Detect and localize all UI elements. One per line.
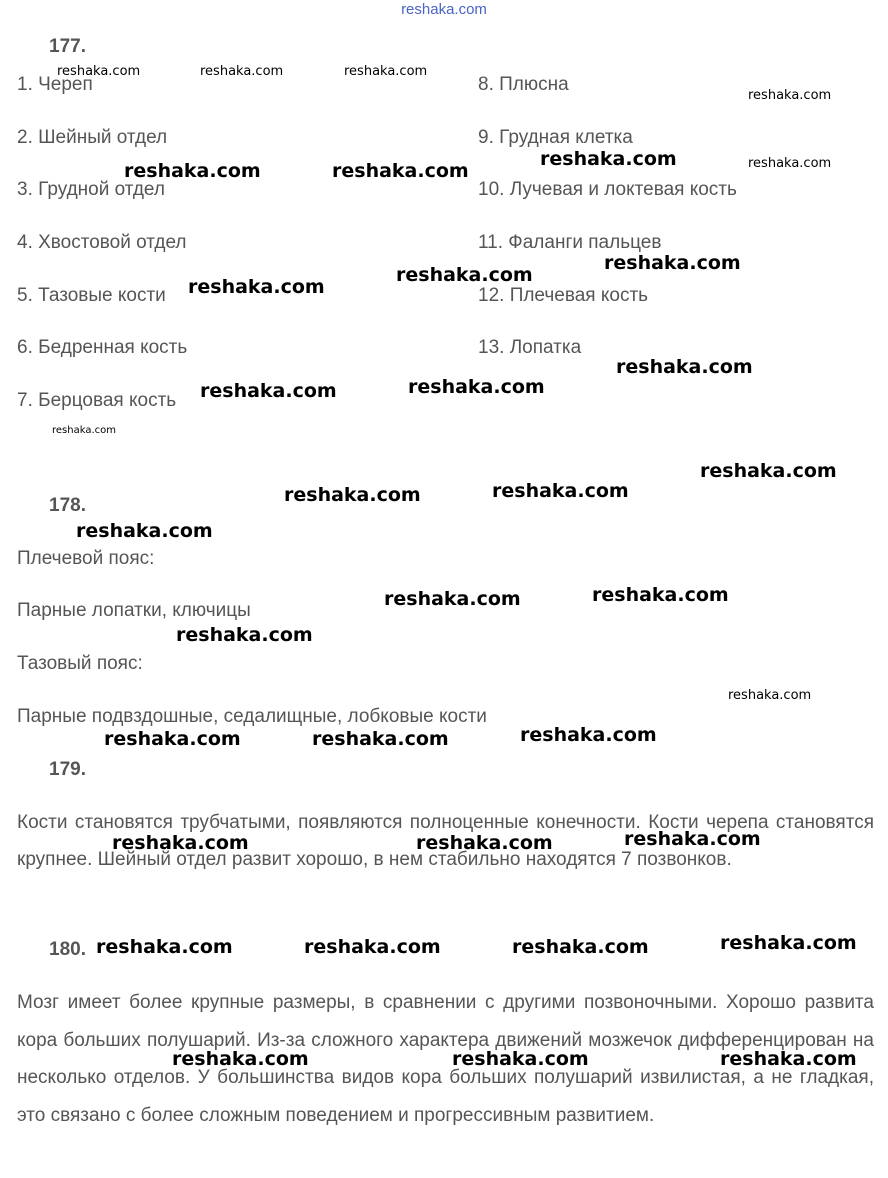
answer-item: 3. Грудной отдел [17, 179, 165, 200]
watermark: reshaka.com [200, 380, 337, 402]
watermark: reshaka.com [592, 584, 729, 606]
watermark: reshaka.com [332, 160, 469, 182]
answer-item: 8. Плюсна [478, 74, 569, 95]
watermark: reshaka.com [312, 728, 449, 750]
watermark: reshaka.com [512, 936, 649, 958]
answer-line: Плечевой пояс: [17, 548, 155, 569]
watermark: reshaka.com [76, 520, 213, 542]
question-number-179: 179. [49, 759, 86, 780]
answer-item: 9. Грудная клетка [478, 127, 633, 148]
watermark: reshaka.com [304, 936, 441, 958]
question-number-180: 180. [49, 939, 86, 960]
answer-line: Парные подвздошные, седалищные, лобковые кости [17, 706, 487, 727]
watermark: reshaka.com [112, 832, 249, 854]
watermark: reshaka.com [396, 264, 533, 286]
answer-item: 13. Лопатка [478, 337, 582, 358]
answer-item: 1. Череп [17, 74, 93, 95]
watermark: reshaka.com [104, 728, 241, 750]
site-header-link[interactable]: reshaka.com [401, 1, 487, 18]
watermark: reshaka.com [408, 376, 545, 398]
watermark: reshaka.com [284, 484, 421, 506]
watermark: reshaka.com [728, 688, 812, 703]
watermark: reshaka.com [200, 64, 284, 79]
answer-line: Тазовый пояс: [17, 653, 143, 674]
watermark: reshaka.com [720, 1048, 857, 1070]
answer-paragraph-179: Кости становятся трубчатыми, появляются полноценные конечности. Кости черепа становятся крупнее. Шейный отдел развит хорошо, в нем стабильно находятся 7 позвонков. [17, 812, 874, 870]
answer-line: Парные лопатки, ключицы [17, 600, 251, 621]
watermark: reshaka.com [452, 1048, 589, 1070]
answer-item: 11. Фаланги пальцев [478, 232, 662, 253]
watermark: reshaka.com [492, 480, 629, 502]
answer-item: 10. Лучевая и локтевая кость [478, 179, 737, 200]
answer-item: 6. Бедренная кость [17, 337, 188, 358]
watermark: reshaka.com [344, 64, 428, 79]
watermark: reshaka.com [176, 624, 313, 646]
watermark: reshaka.com [416, 832, 553, 854]
watermark: reshaka.com [384, 588, 521, 610]
watermark: reshaka.com [188, 276, 325, 298]
watermark: reshaka.com [604, 252, 741, 274]
answer-item: 2. Шейный отдел [17, 127, 168, 148]
watermark: reshaka.com [624, 828, 761, 850]
watermark: reshaka.com [616, 356, 753, 378]
watermark: reshaka.com [57, 64, 141, 79]
answer-paragraph-180: Мозг имеет более крупные размеры, в сравнении с другими позвоночными. Хорошо развита кора больших полушарий. Из-за сложного характера движений мозжечок дифференцирован на несколько отделов. У большинства видов кора больших полушарий извилистая, а не гладкая, это связано с более сложным поведением и прогрессивным развитием. [17, 992, 874, 1126]
answer-item: 12. Плечевая кость [478, 285, 649, 306]
answer-item: 7. Берцовая кость [17, 390, 177, 411]
watermark: reshaka.com [540, 148, 677, 170]
watermark: reshaka.com [700, 460, 837, 482]
question-number-178: 178. [49, 495, 86, 516]
question-number-177: 177. [49, 36, 86, 57]
watermark: reshaka.com [96, 936, 233, 958]
watermark: reshaka.com [748, 88, 832, 103]
watermark: reshaka.com [172, 1048, 309, 1070]
watermark: reshaka.com [520, 724, 657, 746]
answer-item: 4. Хвостовой отдел [17, 232, 187, 253]
answer-item: 5. Тазовые кости [17, 285, 166, 306]
watermark: reshaka.com [52, 425, 116, 436]
watermark: reshaka.com [748, 156, 832, 171]
watermark: reshaka.com [720, 932, 857, 954]
watermark: reshaka.com [124, 160, 261, 182]
